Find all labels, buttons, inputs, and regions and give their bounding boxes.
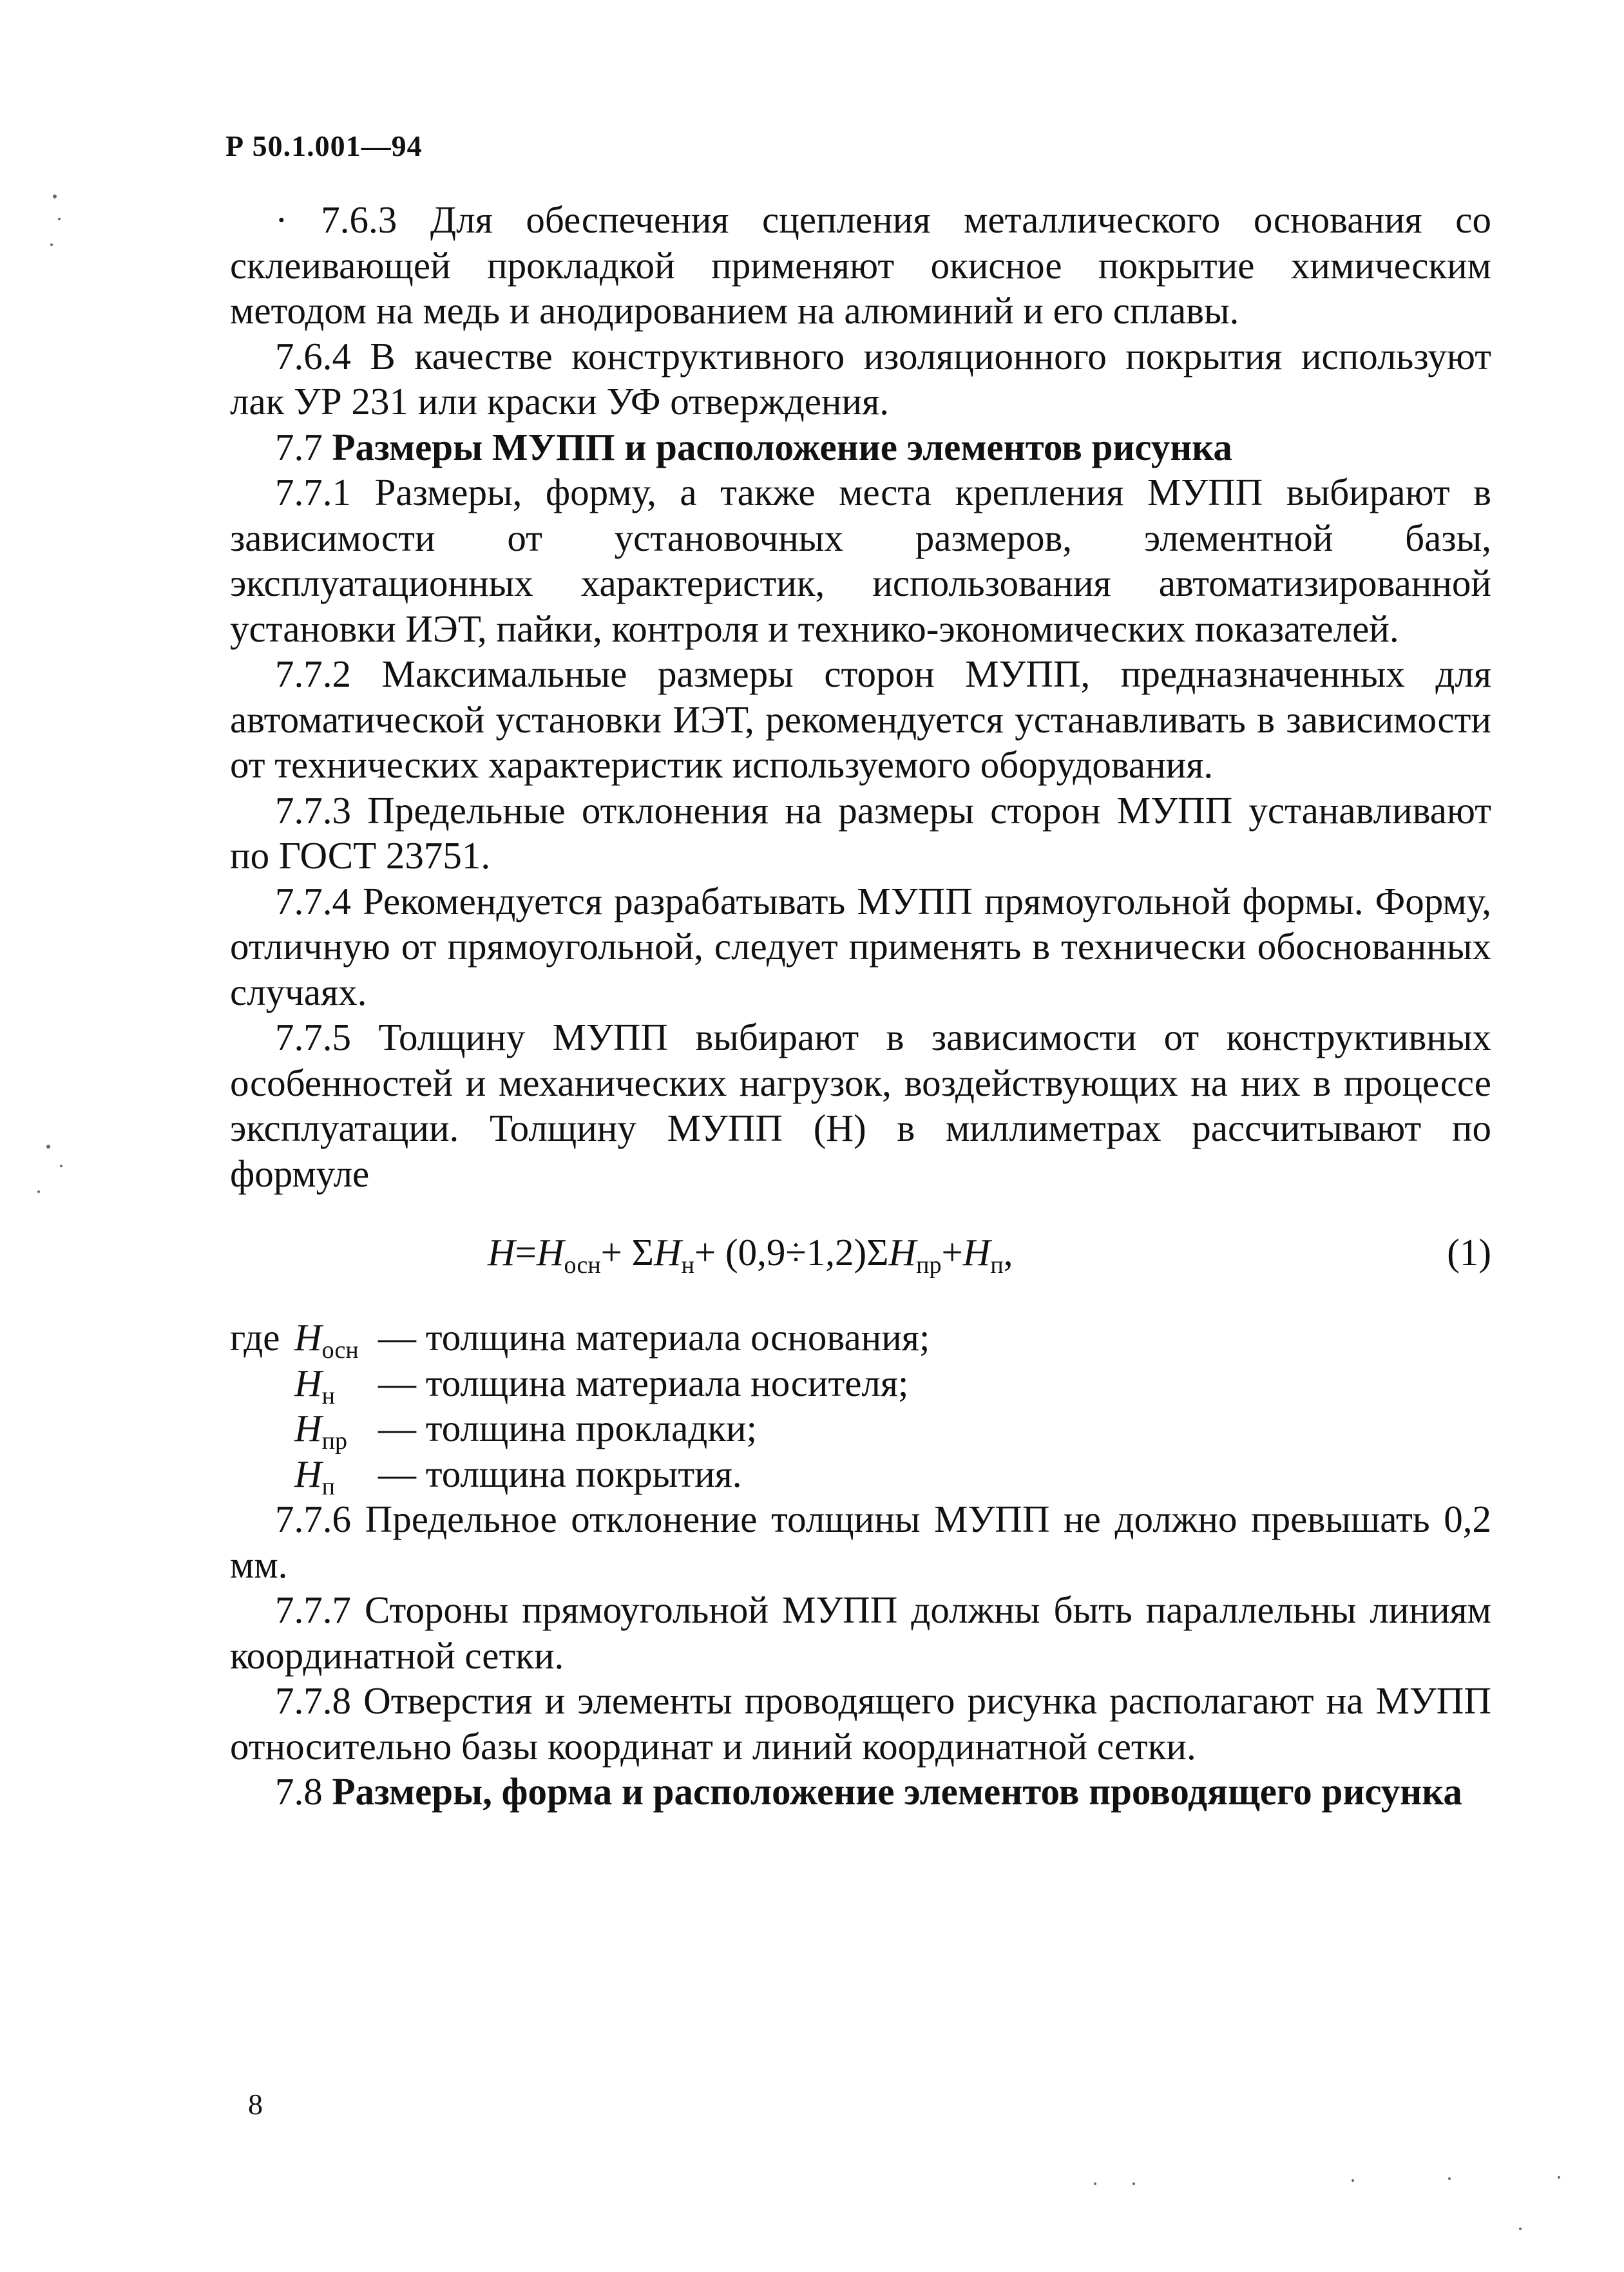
paragraph-7-7-4: 7.7.4 Рекомендуется разрабатывать МУПП прямоугольной формы. Форму, отличную от прямоугольной, следует применять в технически обоснованных случаях. (230, 879, 1491, 1013)
paragraph-7-7-3: 7.7.3 Предельные отклонения на размеры сторон МУПП устанавливают по ГОСТ 23751. (230, 788, 1491, 877)
formula-number: (1) (1447, 1231, 1491, 1274)
formula-H-osn: H (536, 1231, 564, 1274)
legend-symbol (294, 1360, 378, 1409)
formula-tail: , (1003, 1231, 1013, 1274)
formula-coefficient: + (0,9÷1,2)Σ (694, 1231, 889, 1274)
formula-H-pr: H (888, 1231, 917, 1274)
legend-symbol (294, 1406, 378, 1455)
legend-symbol-letter: H (294, 1452, 322, 1495)
formula-H: H (488, 1231, 515, 1274)
formula-H-p: H (962, 1231, 991, 1274)
legend-lead-empty (230, 1406, 294, 1451)
formula-sub-pr: пр (916, 1252, 942, 1279)
section-title-7-8: Размеры, форма и расположение элементов проводящего рисунка (332, 1770, 1462, 1813)
legend-lead: где (230, 1316, 280, 1359)
formula-plus-sum: + Σ (600, 1231, 654, 1274)
legend-description: — толщина прокладки; (378, 1407, 757, 1449)
legend-description: — толщина материала носителя; (378, 1361, 909, 1404)
paragraph-7-7-6: 7.7.6 Предельное отклонение толщины МУПП не должно превышать 0,2 мм. (230, 1498, 1491, 1586)
legend-lead-empty (230, 1360, 294, 1406)
formula-eq: = (515, 1231, 537, 1274)
formula-H-n: H (654, 1231, 682, 1274)
paragraph-7-6-4: 7.6.4 В качестве конструктивного изоляционного покрытия используют лак УР 231 или краски УФ отверждения. (230, 334, 1491, 423)
document-code-header: Р 50.1.001—94 (225, 129, 423, 162)
legend-symbol-letter: H (294, 1316, 322, 1359)
thickness-formula (230, 1218, 1491, 1315)
legend-symbol-sub: осн (321, 1337, 359, 1364)
legend-symbol-sub: пр (321, 1427, 347, 1455)
formula-legend (230, 1315, 1491, 1500)
paragraph-7-7-8: 7.7.8 Отверстия и элементы проводящего рисунка располагают на МУПП относительно базы координат и линий координатной сетки. (230, 1679, 1491, 1768)
formula-plus: + (941, 1231, 963, 1274)
formula-sub-osn: осн (564, 1252, 601, 1279)
legend-lead-empty (230, 1451, 294, 1497)
legend-symbol-sub: н (321, 1382, 335, 1409)
legend-symbol-letter: H (294, 1407, 322, 1449)
section-title-7-7: Размеры МУПП и расположение элементов рисунка (332, 425, 1232, 468)
page-number: 8 (248, 2088, 263, 2121)
paragraph-7-7-2: 7.7.2 Максимальные размеры сторон МУПП, предназначенных для автоматической установки ИЭТ, рекомендуется устанавливать в зависимости от технических характеристик используемого оборудования. (230, 653, 1491, 786)
paragraph-7-7-7: 7.7.7 Стороны прямоугольной МУПП должны быть параллельны линиям координатной сетки. (230, 1589, 1491, 1677)
paragraph-7-6-3: · 7.6.3 Для обеспечения сцепления металлического основания со склеивающей прокладкой применяют окисное покрытие химическим методом на медь и анодированием на алюминий и его сплавы. (230, 198, 1491, 332)
legend-row (230, 1315, 1491, 1364)
section-number-7-7: 7.7 (275, 425, 323, 468)
paragraph-7-7-5: 7.7.5 Толщину МУПП выбирают в зависимости от конструктивных особенностей и механических нагрузок, воздействующих на них в процессе эксплуатации. Толщину МУПП (H) в миллиметрах рассчитывают по формуле (230, 1016, 1491, 1195)
section-heading-7-7 (230, 425, 1491, 470)
formula-sub-p: п (990, 1252, 1004, 1279)
legend-symbol (294, 1315, 378, 1364)
legend-row (230, 1406, 1491, 1455)
legend-symbol (294, 1451, 378, 1500)
legend-description: — толщина материала основания; (378, 1316, 930, 1359)
legend-row (230, 1451, 1491, 1500)
legend-symbol-letter: H (294, 1361, 322, 1404)
formula-sub-n: н (681, 1252, 694, 1279)
legend-description: — толщина покрытия. (378, 1452, 742, 1495)
section-heading-7-8 (230, 1769, 1491, 1815)
formula-expression (488, 1230, 1013, 1288)
document-body (230, 197, 1491, 1815)
legend-symbol-sub: п (321, 1473, 335, 1500)
paragraph-7-7-1: 7.7.1 Размеры, форму, а также места крепления МУПП выбирают в зависимости от установочных размеров, элементной базы, эксплуатационных характеристик, использования автоматизированной установки ИЭТ, пайки, контроля и технико-экономических показателей. (230, 471, 1491, 650)
legend-row (230, 1360, 1491, 1409)
section-number-7-8: 7.8 (275, 1770, 323, 1813)
